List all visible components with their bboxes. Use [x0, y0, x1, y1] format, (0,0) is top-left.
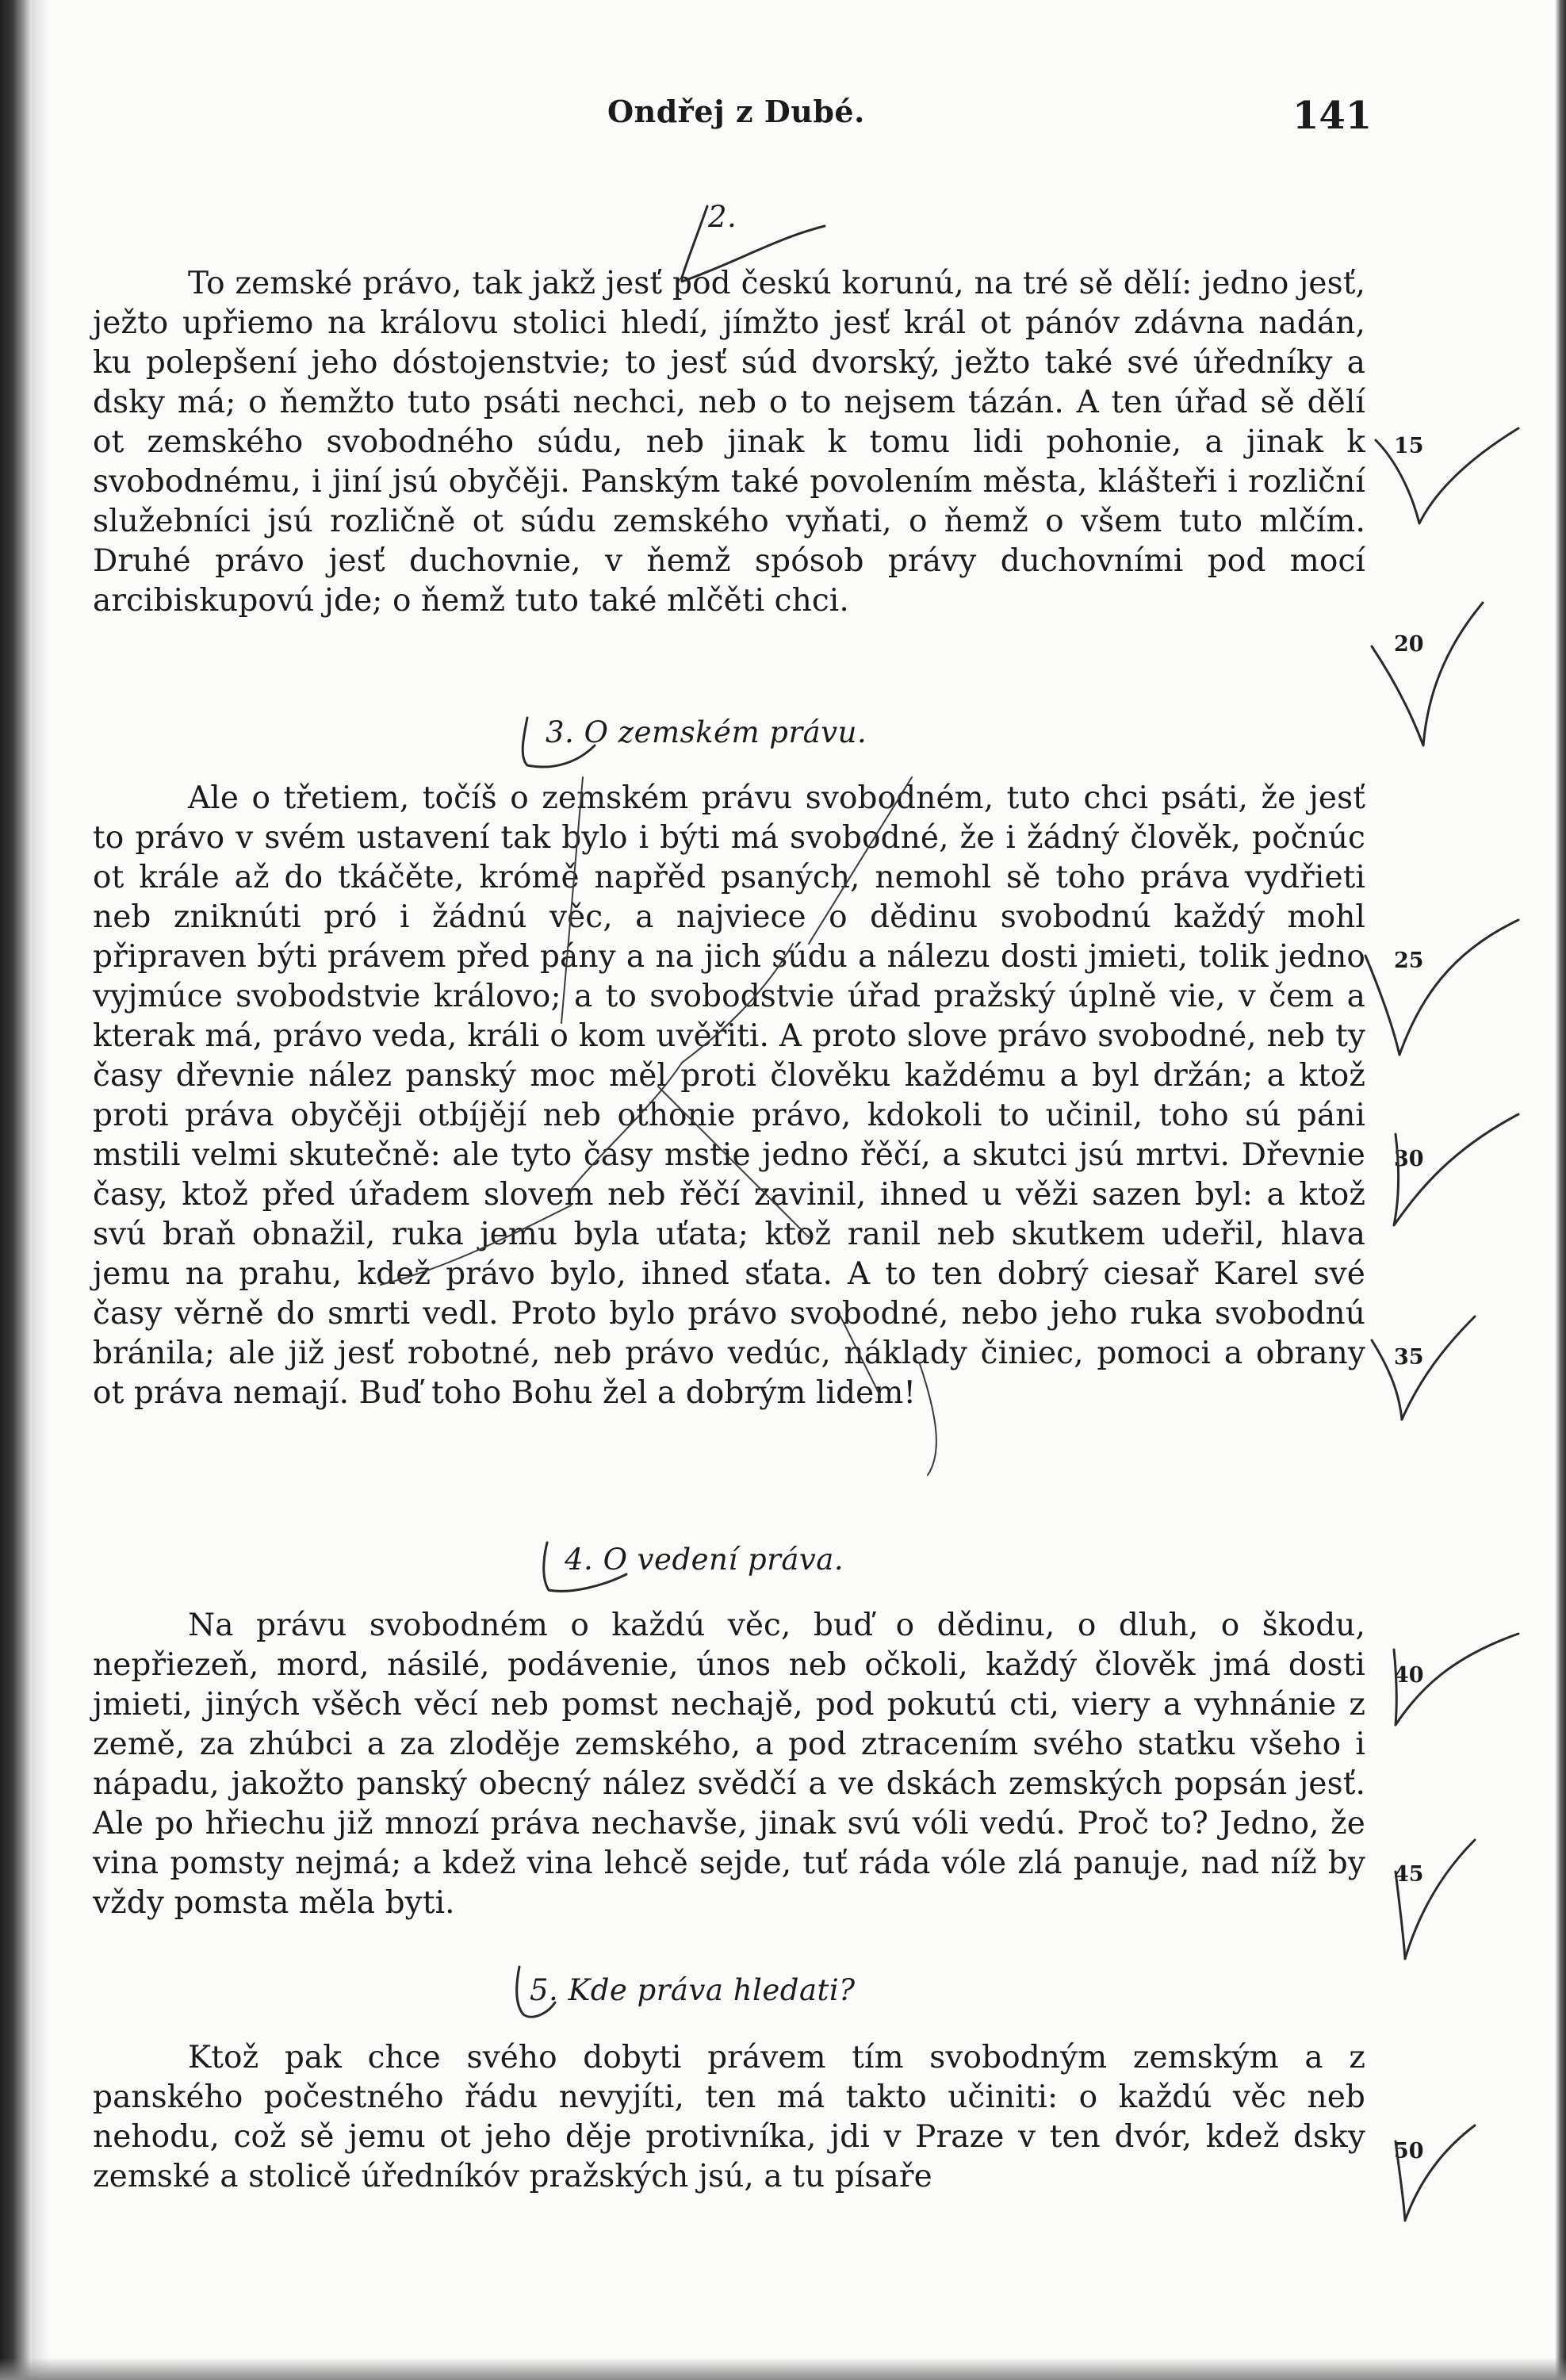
section-heading-4: 4. O vedení práva. — [565, 1543, 844, 1577]
running-title: Ondřej z Dubé. — [607, 94, 865, 129]
section-3-body — [93, 779, 1365, 1413]
section-heading-2: 2. — [708, 200, 737, 234]
line-number-35: 35 — [1394, 1345, 1424, 1370]
page-number: 141 — [1292, 94, 1373, 138]
paragraph: Ktož pak chce svého dobyti právem tím svobodným zemským a z panského počestného řádu nevyjíti, ten má takto učiniti: o každú věc neb nehodu, což sě jemu ot jeho děje protivníka, jdi v Praze v ten dvór, kdež dsky zemské a stolicě úředníkóv pražských jsú, a tu písaře — [93, 2040, 1365, 2194]
annotation-margin-check-20 — [1372, 603, 1483, 745]
section-5-body — [93, 2038, 1365, 2197]
book-binding-edge — [0, 0, 32, 2380]
line-number-30: 30 — [1394, 1147, 1424, 1171]
paragraph: Na právu svobodném o každú věc, buď o dědinu, o dluh, o škodu, nepřiezeň, mord, násilé, podávenie, únos neb očkoli, každý člověk jmá dosti jmieti, jiných všěch věcí neb pomst nechajě, pod pokutú cti, viery a vyhnánie z země, za zhúbci a za zloděje zemského, a pod ztracením svého statku všeho i nápadu, jakožto panský obecný nález svědčí a ve dskách zemských popsán jesť. Ale po hřiechu již mnozí práva nechavše, jinak svú vóli vedú. Proč to? Jedno, že vina pomsty nejmá; a kdež vina lehcě sejde, tuť ráda vóle zlá panuje, nad níž by vždy pomsta měla byti. — [93, 1608, 1365, 1921]
annotation-margin-check-45 — [1396, 1840, 1475, 1959]
binding-shadow — [32, 0, 51, 2380]
page-bottom-edge — [0, 2358, 1566, 2380]
line-number-20: 20 — [1394, 632, 1424, 657]
page-right-edge — [1555, 0, 1566, 2380]
section-heading-3: 3. O zemském právu. — [546, 715, 867, 749]
section-heading-5: 5. Kde práva hledati? — [530, 1973, 856, 2007]
line-number-40: 40 — [1394, 1663, 1424, 1688]
paragraph: Ale o třetiem, točíš o zemském právu svobodném, tuto chci psáti, že jesť to právo v svém ustavení tak bylo i býti má svobodné, že i žádný člověk, počnúc ot krále až do tkáčěte, krómě napřěd psaných, nemohl sě toho práva vydřieti neb zniknúti pró i žádnú věc, a najviece o dědinu svobodnú každý mohl připraven býti právem před pány a na jich súdu a nálezu dosti jmieti, tolik jedno vyjmúce svobodstvie královo; a to svobodstvie úřad pražský úplně vie, v čem a kterak má, právo veda, králi o kom uvěřiti. A proto slove právo svobodné, neb ty časy dřevnie nález panský moc měl proti člověku každému a byl držán; a ktož proti práva obyčěji otbíjějí neb othonie právo, kdokoli to učinil, toho sú páni mstili velmi skutečně: ale tyto časy mstie jedno řěčí, a skutci jsú mrtvi. Dřevnie časy, ktož před úřadem slovem neb řěčí zavinil, ihned u věži sazen byl: a ktož svú braň obnažil, ruka jemu byla uťata; ktož ranil neb skutkem udeřil, hlava jemu na prahu, kdež právo bylo, ihned sťata. A to ten dobrý ciesař Karel své časy věrně do smrti vedl. Proto bylo právo svobodné, nebo jeho ruka svobodnú bránila; ale již jesť robotné, neb právo vedúc, náklady činiec, pomoci a obrany ot práva nemají. Buď toho Bohu žel a dobrým lidem! — [93, 780, 1365, 1411]
section-4-body — [93, 1606, 1365, 1923]
line-number-50: 50 — [1394, 2139, 1424, 2163]
line-number-15: 15 — [1394, 434, 1424, 458]
paragraph: To zemské právo, tak jakž jesť pod českú korunú, na tré sě dělí: jedno jesť, ježto upřiemo na královu stolici hledí, jímžto jesť král ot pánóv zdávna nadán, ku polepšení jeho dóstojenstvie; to jesť súd dvorský, ježto také své úředníky a dsky má; o ňemžto tuto psáti nechci, neb o to nejsem tázán. A ten úřad sě dělí ot zemského svobodného súdu, neb jinak k tomu lidi pohonie, a jinak k svobodnému, i jiní jsú obyčěji. Panským také povolením města, klášteři i rozliční služebníci jsú rozličně ot súdu zemského vyňati, o ňemž o všem tuto mlčím. Druhé právo jesť duchovnie, v ňemž spósob právy duchovními pod mocí arcibiskupovú jde; o ňemž tuto také mlčěti chci. — [93, 266, 1365, 619]
line-number-25: 25 — [1394, 949, 1424, 973]
section-2-body — [93, 264, 1365, 621]
annotation-margin-check-25 — [1365, 920, 1518, 1055]
line-number-45: 45 — [1394, 1862, 1424, 1887]
